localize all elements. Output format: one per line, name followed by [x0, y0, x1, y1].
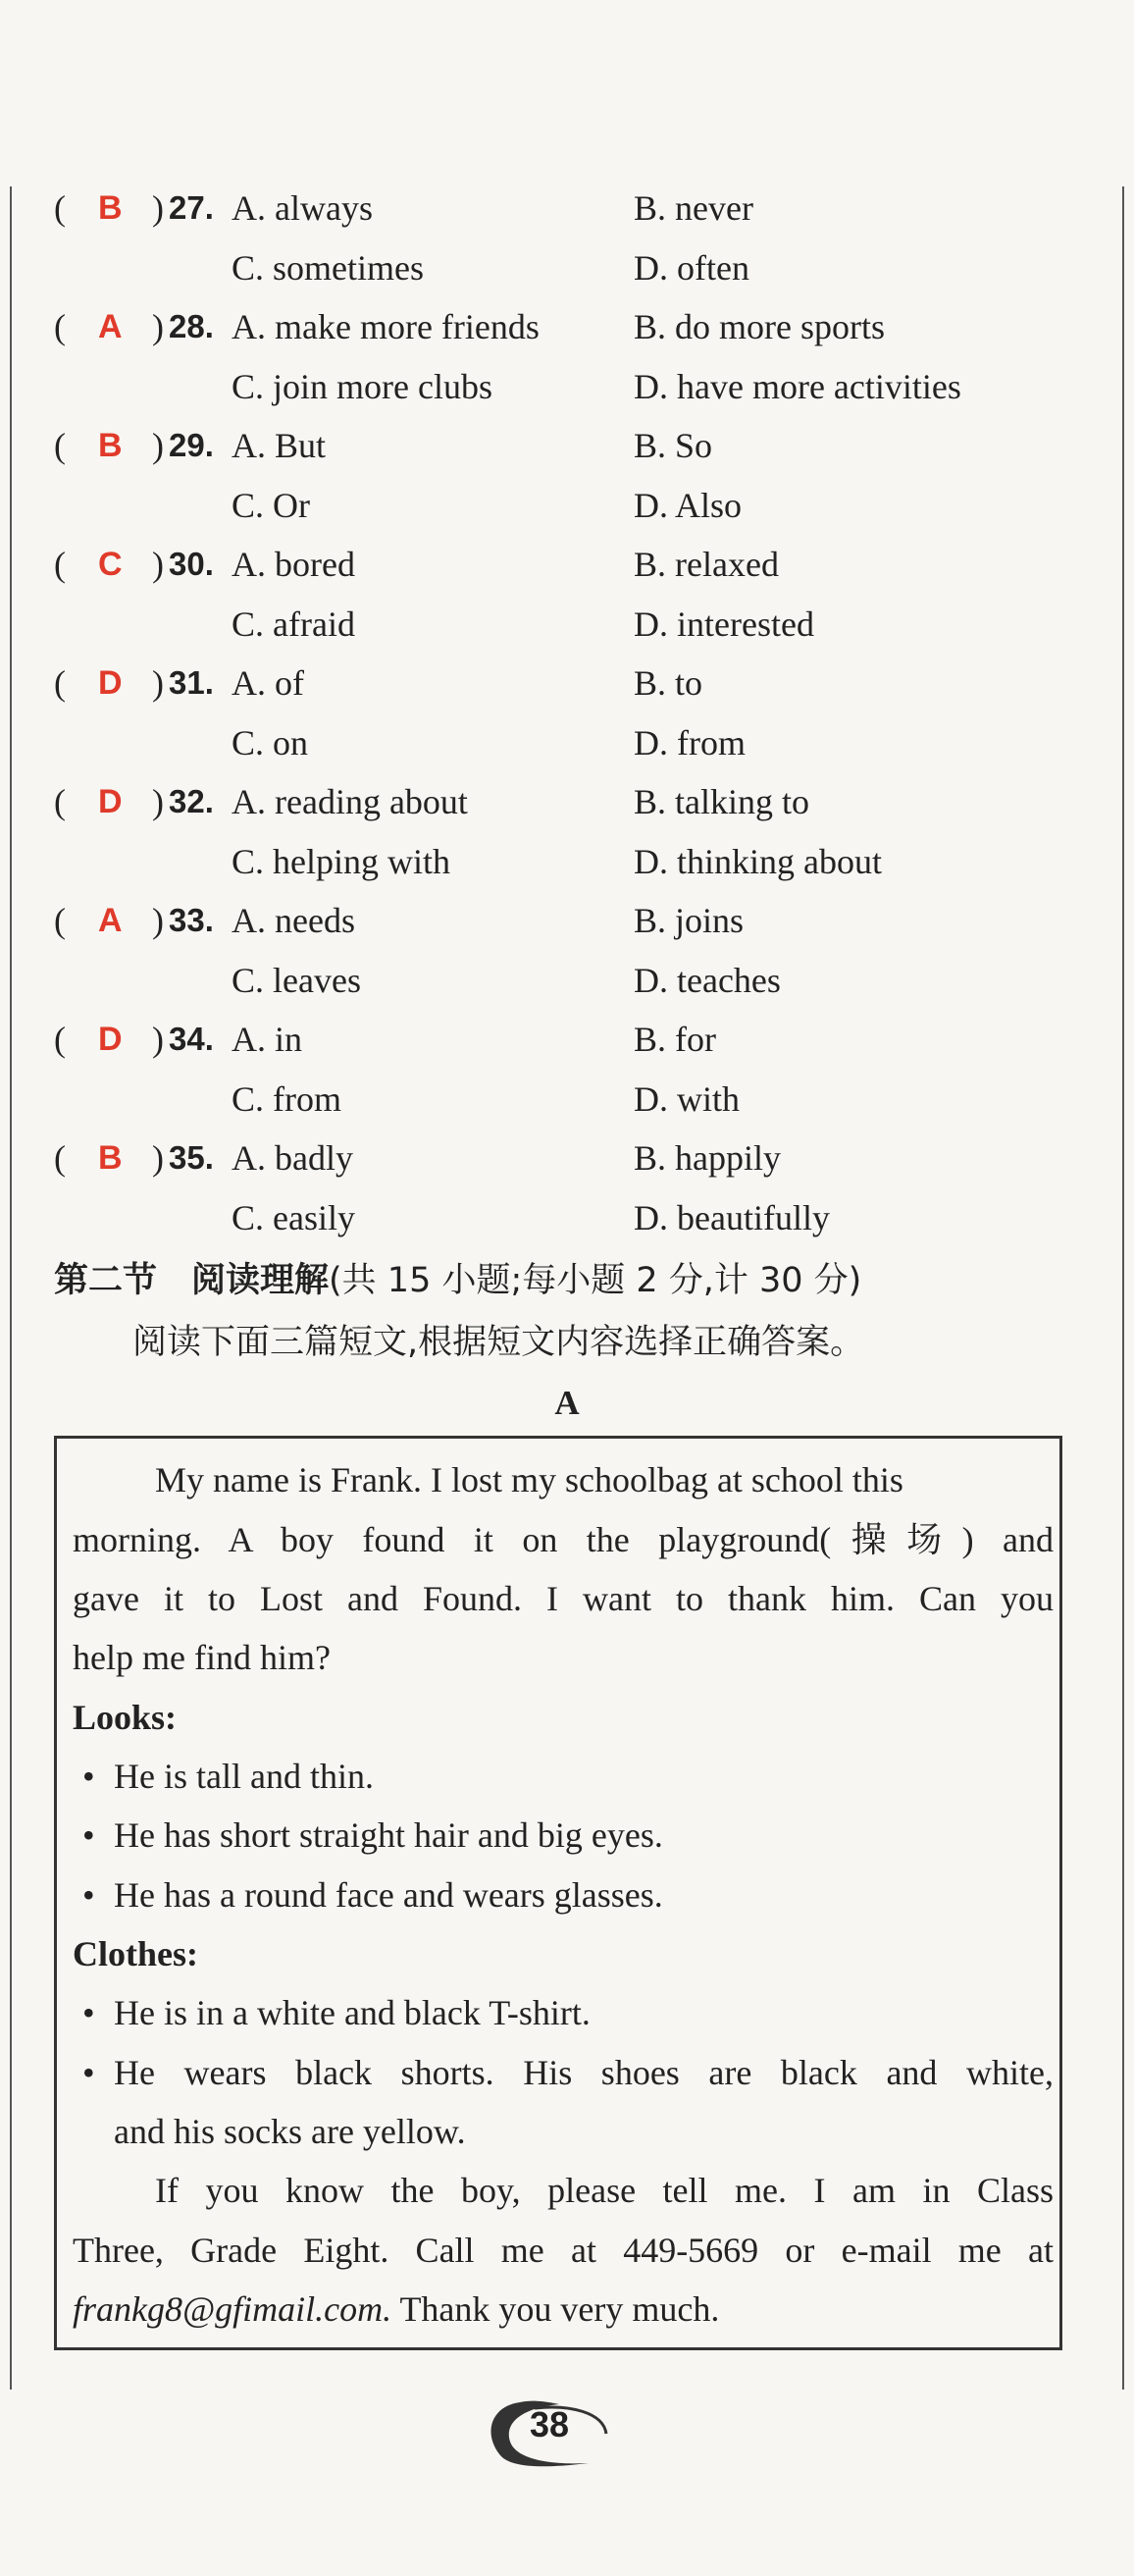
passage-line: morning. A boy found it on the playground(操场) and: [73, 1520, 1054, 1559]
option-c: C. leaves: [232, 961, 361, 1000]
question-row: ( B ) 27. A. always B. never C. sometimes D. often: [0, 179, 1134, 297]
question-number: 31.: [169, 664, 214, 701]
email-address: frankg8@gfimail.com.: [73, 2289, 392, 2329]
question-number: 32.: [169, 783, 214, 819]
answer-mark: B: [98, 1139, 123, 1177]
option-d: D. interested: [634, 605, 814, 644]
option-b: B. relaxed: [634, 545, 779, 584]
option-a: A. make more friends: [232, 307, 540, 346]
question-row: ( D ) 31. A. of B. to C. on D. from: [0, 654, 1134, 772]
option-c: C. on: [232, 723, 309, 762]
option-c: C. helping with: [232, 842, 450, 881]
question-row: ( A ) 33. A. needs B. joins C. leaves D. teaches: [0, 891, 1134, 1010]
closing-text: Thank you very much.: [391, 2289, 720, 2329]
question-number: 29.: [169, 427, 214, 463]
question-number: 28.: [169, 308, 214, 344]
question-row: ( D ) 32. A. reading about B. talking to C. helping with D. thinking about: [0, 772, 1134, 891]
option-b: B. never: [634, 188, 753, 228]
option-c: C. from: [232, 1079, 341, 1119]
option-a: A. But: [232, 426, 327, 465]
bullet-icon: •: [82, 1815, 95, 1855]
option-d: D. have more activities: [634, 367, 961, 406]
option-c: C. join more clubs: [232, 367, 492, 406]
option-a: A. badly: [232, 1138, 353, 1178]
passage-line: Three, Grade Eight. Call me at 449-5669 or e-mail me at: [73, 2231, 1054, 2270]
clothes-item: He is in a white and black T-shirt.: [114, 1993, 591, 2032]
option-b: B. for: [634, 1020, 716, 1059]
page-number-badge: [481, 2394, 618, 2473]
clothes-heading: Clothes:: [73, 1934, 198, 1973]
option-a: A. needs: [232, 901, 355, 940]
option-d: D. from: [634, 723, 746, 762]
option-a: A. reading about: [232, 782, 468, 821]
section-title: 第二节 阅读理解: [54, 1261, 330, 1300]
option-a: A. always: [232, 188, 373, 228]
option-d: D. teaches: [634, 961, 781, 1000]
answer-mark: C: [98, 546, 123, 583]
question-row: ( C ) 30. A. bored B. relaxed C. afraid D. interested: [0, 535, 1134, 654]
question-list: [0, 179, 1134, 1247]
passage-line: If you know the boy, please tell me. I am in Class: [155, 2171, 1054, 2210]
bullet-icon: •: [82, 1875, 95, 1915]
section-scoring: (共 15 小题;每小题 2 分,计 30 分): [329, 1261, 862, 1300]
question-number: 33.: [169, 902, 214, 938]
bullet-icon: •: [82, 2053, 95, 2092]
option-c: C. easily: [232, 1198, 355, 1237]
question-row: ( B ) 29. A. But B. So C. Or D. Also: [0, 416, 1134, 535]
bullet-icon: •: [82, 1993, 95, 2032]
section-instructions: 阅读下面三篇短文,根据短文内容选择正确答案。: [132, 1323, 865, 1362]
section-heading: [54, 1251, 861, 1310]
answer-mark: A: [98, 902, 123, 939]
question-number: 35.: [169, 1139, 214, 1176]
passage-line: [73, 2280, 1054, 2339]
option-b: B. to: [634, 663, 703, 703]
option-c: C. sometimes: [232, 248, 424, 288]
question-number: 27.: [169, 189, 214, 226]
looks-heading: Looks:: [73, 1698, 178, 1737]
option-d: D. with: [634, 1079, 740, 1119]
answer-mark: A: [98, 308, 123, 345]
passage-label: A: [554, 1384, 580, 1422]
question-number: 30.: [169, 546, 214, 582]
option-b: B. joins: [634, 901, 745, 940]
clothes-item: He wears black shorts. His shoes are black and white,: [114, 2053, 1054, 2092]
option-b: B. So: [634, 426, 713, 465]
option-c: C. afraid: [232, 605, 355, 644]
answer-mark: D: [98, 664, 123, 702]
option-a: A. bored: [232, 545, 355, 584]
option-d: D. often: [634, 248, 749, 288]
page-number: 38: [530, 2404, 570, 2445]
question-row: ( B ) 35. A. badly B. happily C. easily D. beautifully: [0, 1129, 1134, 1247]
option-c: C. Or: [232, 486, 310, 525]
looks-item: He has short straight hair and big eyes.: [114, 1815, 663, 1855]
question-number: 34.: [169, 1021, 214, 1057]
looks-item: He is tall and thin.: [114, 1757, 374, 1796]
answer-mark: D: [98, 1021, 123, 1058]
option-b: B. happily: [634, 1138, 781, 1178]
option-b: B. do more sports: [634, 307, 885, 346]
option-a: A. of: [232, 663, 304, 703]
passage-line: help me find him?: [73, 1638, 331, 1677]
looks-item: He has a round face and wears glasses.: [114, 1875, 663, 1915]
question-row: ( A ) 28. A. make more friends B. do more sports C. join more clubs D. have more activities: [0, 297, 1134, 416]
option-b: B. talking to: [634, 782, 809, 821]
bullet-icon: •: [82, 1757, 95, 1796]
option-d: D. beautifully: [634, 1198, 830, 1237]
passage-box: [54, 1436, 1062, 2350]
answer-mark: D: [98, 783, 123, 820]
option-d: D. thinking about: [634, 842, 882, 881]
clothes-item-continued: and his socks are yellow.: [114, 2112, 466, 2151]
option-a: A. in: [232, 1020, 302, 1059]
question-row: ( D ) 34. A. in B. for C. from D. with: [0, 1010, 1134, 1129]
passage-line: My name is Frank. I lost my schoolbag at school this: [155, 1460, 903, 1499]
option-d: D. Also: [634, 486, 743, 525]
passage-line: gave it to Lost and Found. I want to thank him. Can you: [73, 1579, 1054, 1618]
answer-mark: B: [98, 189, 123, 227]
answer-mark: B: [98, 427, 123, 464]
